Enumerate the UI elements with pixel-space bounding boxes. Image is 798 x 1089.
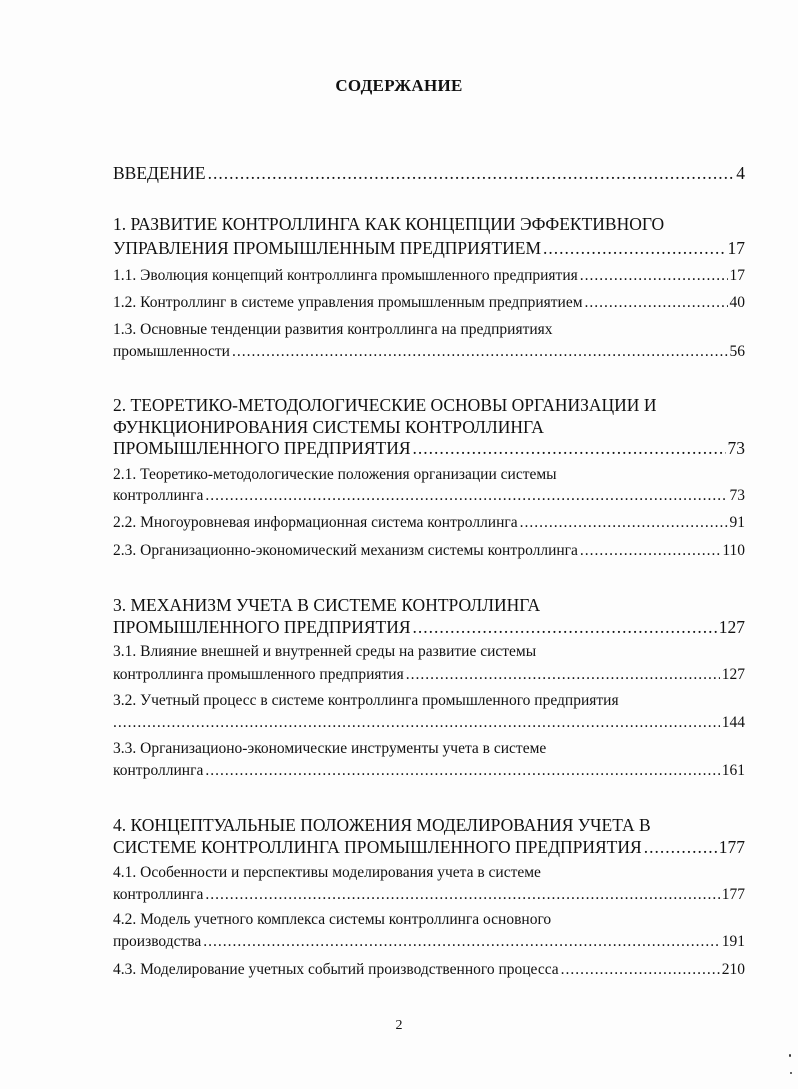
section-4-1-title: 4.1. Особенности и перспективы моделирования учета в системе bbox=[113, 864, 541, 881]
toc-entry-4-2: производства ..... 191 bbox=[113, 933, 745, 951]
dot-leader bbox=[406, 666, 720, 684]
toc-entry-1-2: 1.2. Контроллинг в системе управления промышленным предприятием ..... 40 bbox=[113, 294, 745, 312]
chapter-3-title: 3. МЕХАНИЗМ УЧЕТА В СИСТЕМЕ КОНТРОЛЛИНГА bbox=[113, 595, 541, 615]
dot-leader bbox=[203, 933, 719, 951]
toc-entry-intro: ВВЕДЕНИЕ ..... 4 bbox=[113, 163, 745, 184]
toc-entry-2-1: контроллинга ..... 73 bbox=[113, 487, 745, 505]
page-ref: 56 bbox=[729, 343, 745, 360]
dot-leader bbox=[580, 542, 720, 560]
page-ref: 4 bbox=[736, 163, 745, 183]
page-ref: 210 bbox=[721, 961, 745, 978]
toc-entry-1-1: 1.1. Эволюция концепций контроллинга промышленного предприятия ..... 17 bbox=[113, 267, 745, 285]
toc-entry-1-3: промышленности ..... 56 bbox=[113, 343, 745, 361]
toc-entry-chapter-1: УПРАВЛЕНИЯ ПРОМЫШЛЕННЫМ ПРЕДПРИЯТИЕМ ..... 17 bbox=[113, 238, 745, 259]
page-ref: 40 bbox=[729, 294, 745, 311]
page-ref: 144 bbox=[721, 714, 745, 731]
page-ref: 127 bbox=[718, 617, 745, 637]
page-ref: 91 bbox=[729, 514, 745, 531]
dot-leader bbox=[585, 294, 728, 312]
toc-entry-4-3: 4.3. Моделирование учетных событий производственного процесса ..... 210 bbox=[113, 961, 745, 979]
chapter-2-title-line-1: 2. ТЕОРЕТИКО-МЕТОДОЛОГИЧЕСКИЕ ОСНОВЫ ОРГАНИЗАЦИИ И bbox=[113, 395, 657, 415]
chapter-2-title-line-2: ФУНКЦИОНИРОВАНИЯ СИСТЕМЫ КОНТРОЛЛИНГА bbox=[113, 417, 544, 437]
page-ref: 161 bbox=[721, 762, 745, 779]
page-ref: 73 bbox=[729, 487, 745, 504]
scan-speck bbox=[789, 1054, 791, 1057]
dot-leader bbox=[561, 961, 720, 979]
dot-leader bbox=[205, 487, 727, 505]
page-number: 2 bbox=[395, 1018, 403, 1033]
section-3-1-title: 3.1. Влияние внешней и внутренней среды на развитие системы bbox=[113, 643, 537, 660]
toc-entry-3-3: контроллинга ..... 161 bbox=[113, 762, 745, 780]
dot-leader bbox=[205, 886, 719, 904]
page-ref: 177 bbox=[718, 837, 745, 857]
page-ref: 110 bbox=[722, 542, 745, 559]
page-ref: 17 bbox=[729, 267, 745, 284]
chapter-1-title: 1. РАЗВИТИЕ КОНТРОЛЛИНГА КАК КОНЦЕПЦИИ ЭФФЕКТИВНОГО bbox=[113, 214, 665, 234]
page-ref: 73 bbox=[727, 438, 745, 458]
toc-entry-3-2 bbox=[113, 714, 745, 732]
dot-leader bbox=[644, 837, 717, 858]
toc-entry-4-1: контроллинга ..... 177 bbox=[113, 886, 745, 904]
section-2-1-title: 2.1. Теоретико-методологические положения организации системы bbox=[113, 466, 557, 483]
scan-speck bbox=[790, 1072, 792, 1074]
toc-entry-3-1: контроллинга промышленного предприятия ..... 127 bbox=[113, 666, 745, 684]
dot-leader bbox=[413, 438, 726, 459]
section-3-2-title: 3.2. Учетный процесс в системе контроллинга промышленного предприятия bbox=[113, 692, 619, 709]
dot-leader bbox=[580, 267, 728, 285]
toc-entry-chapter-3: ПРОМЫШЛЕННОГО ПРЕДПРИЯТИЯ ..... 127 bbox=[113, 617, 745, 638]
dot-leader bbox=[543, 238, 725, 259]
toc-entry-chapter-4: СИСТЕМЕ КОНТРОЛЛИНГА ПРОМЫШЛЕННОГО ПРЕДПРИЯТИЯ ..... 177 bbox=[113, 837, 745, 858]
dot-leader bbox=[413, 617, 717, 638]
chapter-4-title: 4. КОНЦЕПТУАЛЬНЫЕ ПОЛОЖЕНИЯ МОДЕЛИРОВАНИЯ УЧЕТА В bbox=[113, 815, 651, 835]
dot-leader bbox=[113, 714, 720, 732]
dot-leader bbox=[520, 514, 728, 532]
dot-leader bbox=[232, 343, 728, 361]
toc-entry-2-2: 2.2. Многоуровневая информационная система контроллинга ..... 91 bbox=[113, 514, 745, 532]
section-3-3-title: 3.3. Организационо-экономические инструменты учета в системе bbox=[113, 740, 547, 757]
page-ref: 17 bbox=[727, 238, 745, 258]
toc-entry-chapter-2: ПРОМЫШЛЕННОГО ПРЕДПРИЯТИЯ ..... 73 bbox=[113, 438, 745, 459]
section-4-2-title: 4.2. Модель учетного комплекса системы контроллинга основного bbox=[113, 911, 552, 928]
page-ref: 191 bbox=[721, 933, 745, 950]
dot-leader bbox=[205, 762, 719, 780]
toc-entry-2-3: 2.3. Организационно-экономический механизм системы контроллинга ..... 110 bbox=[113, 542, 745, 560]
page-ref: 177 bbox=[721, 886, 745, 903]
section-1-3-title: 1.3. Основные тенденции развития контроллинга на предприятиях bbox=[113, 321, 553, 338]
page-ref: 127 bbox=[721, 666, 745, 683]
dot-leader bbox=[208, 163, 735, 184]
toc-title: СОДЕРЖАНИЕ bbox=[335, 76, 463, 95]
